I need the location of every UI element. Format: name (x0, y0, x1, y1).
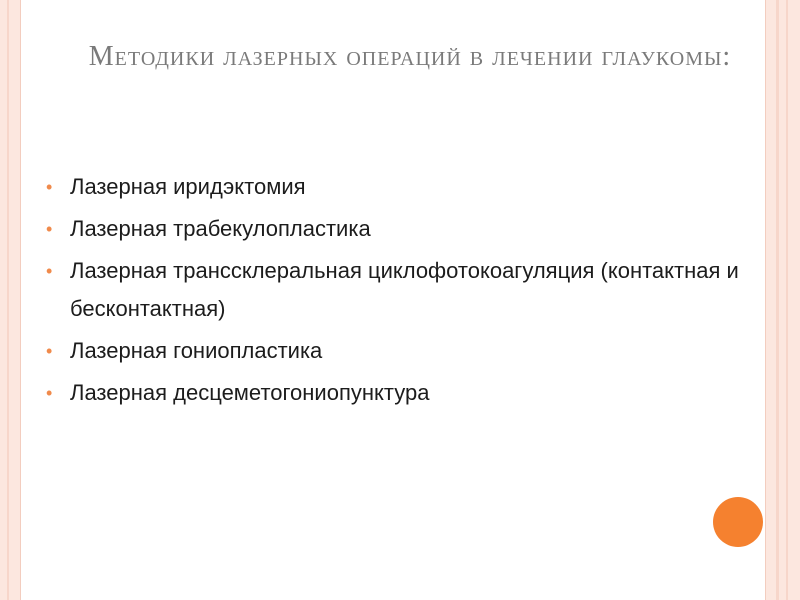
bullet-icon: • (46, 261, 53, 281)
slide-title: Методики лазерных операций в лечении глаукомы: (88, 41, 732, 72)
list-item (40, 168, 760, 206)
list-item (40, 210, 760, 248)
list-item-text: Лазерная трабекулопластика (70, 216, 371, 241)
list-item-text: Лазерная транссклеральная циклофотокоагуляция (контактная и бесконтактная) (70, 258, 739, 321)
bullet-icon: • (46, 383, 53, 403)
bullet-icon: • (46, 177, 53, 197)
list-item-text: Лазерная десцеметогониопунктура (70, 380, 430, 405)
left-frame-border (0, 0, 21, 600)
list-item-text: Лазерная иридэктомия (70, 174, 306, 199)
bullet-icon: • (46, 341, 53, 361)
list-item-text: Лазерная гониопластика (70, 338, 323, 363)
list-item (40, 332, 760, 370)
decorative-circle-icon (713, 497, 763, 547)
list-item (40, 374, 760, 412)
bullet-icon: • (46, 219, 53, 239)
bullet-list (40, 168, 760, 416)
right-frame-border (765, 0, 800, 600)
list-item (40, 252, 760, 328)
